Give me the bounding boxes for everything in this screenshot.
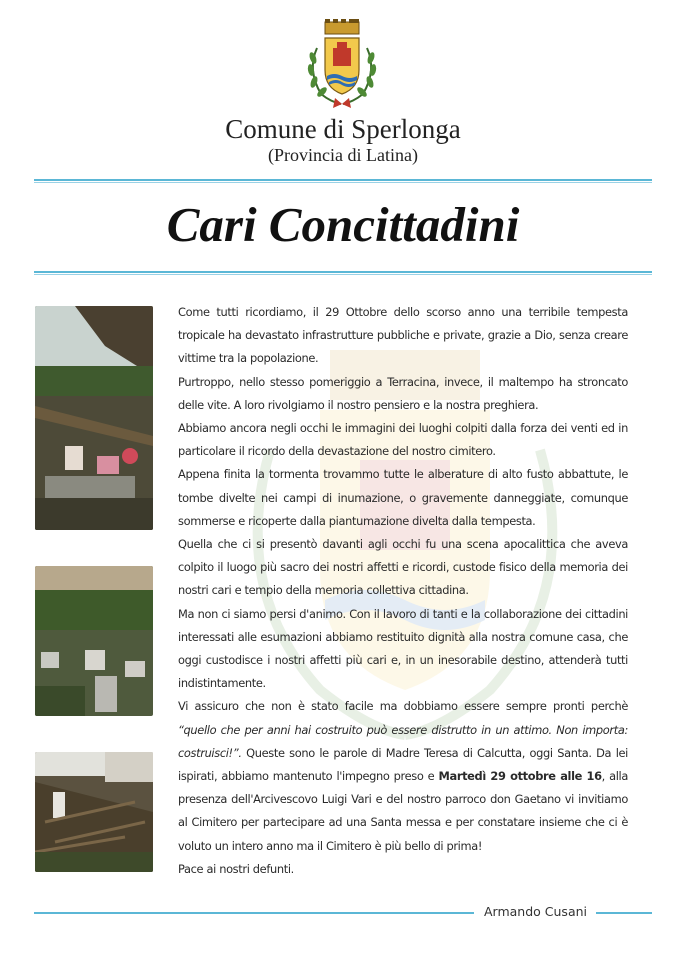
paragraph-6: Ma non ci siamo persi d'animo. Con il lavoro di tanti e la collaborazione dei cittadini interessati alle esumazioni abbiamo restituito dignità alla nostra comune casa, che oggi custodisce i nostri affetti più cari e, in un inesorabile destino, attenderà tutti indistintamente. xyxy=(178,606,628,691)
province-name: (Provincia di Latina) xyxy=(268,145,418,165)
municipality-name: Comune di Sperlonga xyxy=(225,114,461,144)
signature: Armando Cusani xyxy=(484,904,588,919)
coat-of-arms-logo xyxy=(303,18,381,110)
paragraph-4: Appena finita la tormenta trovammo tutte le alberature di alto fusto abbattute, le tombe divelte nei campi di inumazione, o gravemente danneggiate, comunque sommerse e ricoperte dalla piantumazione divelta dalla tempesta. xyxy=(178,467,628,528)
paragraph-2: Purtroppo, nello stesso pomeriggio a Terracina, invece, il maltempo ha stroncato delle vite. A loro rivolgiamo il nostro pensiero e la nostra preghiera. xyxy=(178,374,628,412)
footer-divider-right xyxy=(596,912,652,914)
paragraph-7-end: , alla presenza dell'Arcivescovo Luigi Vari e del nostro parroco don Gaetano vi invitiamo al Cimitero per partecipare ad una Santa messa e per constatare insieme che ci è voluto un intero anno ma il Cimitero è più bello di prima! xyxy=(178,769,628,853)
photo-damaged-tombs xyxy=(35,566,153,716)
event-date: Martedì 29 ottobre alle 16 xyxy=(438,769,602,784)
title-divider xyxy=(34,271,652,273)
photo-fallen-trees-cemetery xyxy=(35,306,153,530)
paragraph-1: Come tutti ricordiamo, il 29 Ottobre dello scorso anno una terribile tempesta tropicale ha devastato infrastrutture pubbliche e private, grazie a Dio, senza creare vittime tra la popolazione. xyxy=(178,305,628,366)
paragraph-7-start: Vi assicuro che non è stato facile ma dobbiamo essere sempre pronti perchè xyxy=(178,699,628,714)
paragraph-8: Pace ai nostri defunti. xyxy=(178,861,294,876)
footer-divider-left xyxy=(34,912,474,914)
letter-body xyxy=(178,301,628,881)
paragraph-5: Quella che ci si presentò davanti agli occhi fu una scena apocalittica che aveva colpito il luogo più sacro dei nostri affetti e ricordi, custode fisico della memoria dei nostri cari e tempio della memoria collettiva cittadina. xyxy=(178,537,628,598)
mother-teresa-quote: “quello che per anni hai costruito può essere distrutto in un attimo. Non importa: costruisci!”. xyxy=(178,722,628,760)
paragraph-7-middle: Queste sono le parole di Madre Teresa di Calcutta, oggi Santa. Da lei ispirati, abbiamo mantenuto l'impegno preso e xyxy=(178,745,628,784)
paragraph-3: Abbiamo ancora negli occhi le immagini dei luoghi colpiti dalla forza dei venti ed in particolare il ricordo della devastazione del nostro cimitero. xyxy=(178,421,628,459)
page-title: Cari Concittadini xyxy=(166,197,520,252)
photo-fallen-branches xyxy=(35,752,153,872)
paragraph-7 xyxy=(178,695,628,857)
top-divider xyxy=(34,179,652,181)
